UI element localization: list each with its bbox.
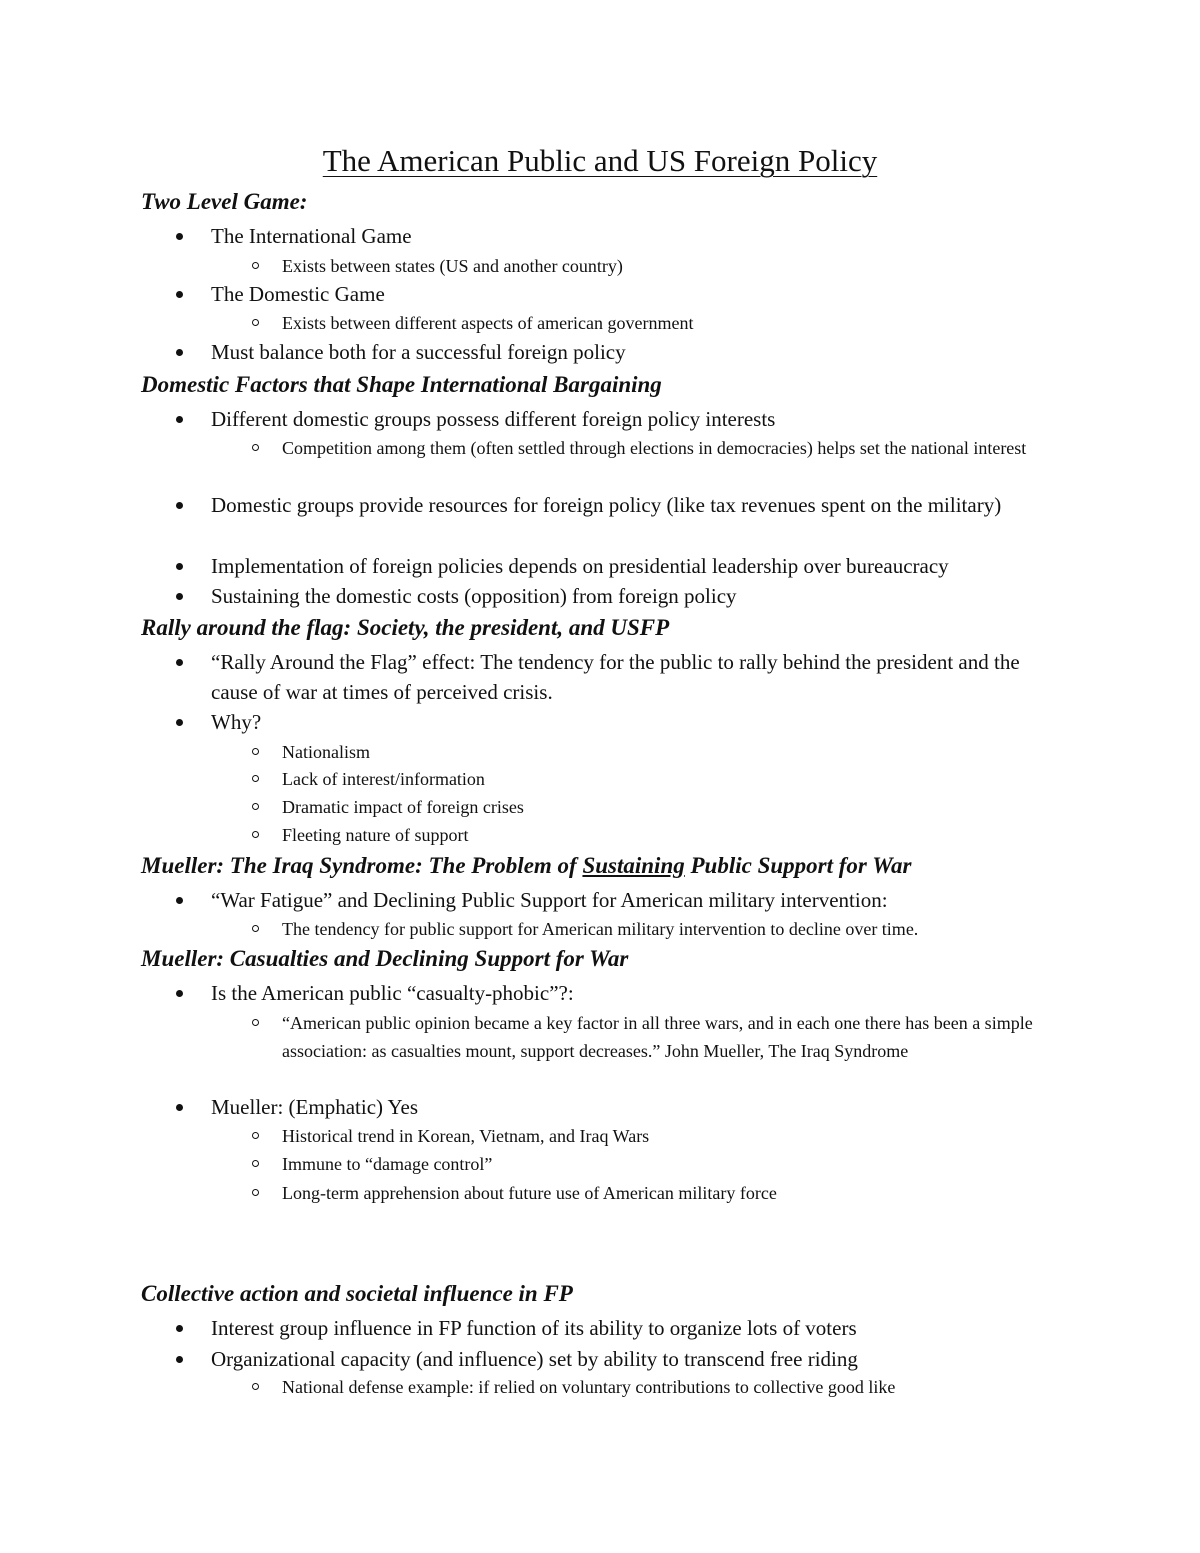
sub-bullet-item: “American public opinion became a key factor in all three wars, and in each one there has been a simple association: as casualties mount, support decreases.” John Mueller, The Iraq Syndrome — [282, 1009, 1042, 1065]
bullet-item: Implementation of foreign policies depends on presidential leadership over bureaucracy — [211, 551, 1041, 581]
section-heading-iraq-syndrome — [141, 851, 911, 881]
bullet-item: Mueller: (Emphatic) Yes — [211, 1092, 1041, 1122]
heading-emphasis-text: Sustaining — [582, 853, 685, 878]
bullet-item: Why? — [211, 707, 1041, 737]
sub-bullet-item: Exists between states (US and another country) — [282, 252, 1042, 280]
bullet-item: Different domestic groups possess different foreign policy interests — [211, 404, 1041, 434]
bullet-item: The International Game — [211, 221, 1041, 251]
section-heading-two-level-game: Two Level Game: — [141, 189, 308, 214]
section-heading-domestic-factors: Domestic Factors that Shape International Bargaining — [141, 372, 662, 397]
sub-bullet-item: The tendency for public support for American military intervention to decline over time. — [282, 915, 1042, 943]
bullet-item: Interest group influence in FP function of its ability to organize lots of voters — [211, 1313, 1041, 1343]
section-heading-casualties: Mueller: Casualties and Declining Support for War — [141, 946, 629, 971]
heading-text: Mueller: The Iraq Syndrome: The Problem of — [141, 853, 583, 878]
section-heading-collective-action: Collective action and societal influence in FP — [141, 1281, 573, 1306]
sub-bullet-item: Exists between different aspects of american government — [282, 309, 1042, 337]
bullet-item: “Rally Around the Flag” effect: The tendency for the public to rally behind the president and the cause of war at times of perceived crisis. — [211, 647, 1041, 707]
sub-bullet-item: Lack of interest/information — [282, 765, 1042, 793]
sub-bullet-item: National defense example: if relied on voluntary contributions to collective good like — [282, 1373, 1042, 1401]
page-title: The American Public and US Foreign Policy — [322, 143, 878, 178]
sub-bullet-item: Nationalism — [282, 738, 1042, 766]
sub-bullet-item: Dramatic impact of foreign crises — [282, 793, 1042, 821]
sub-bullet-item: Long-term apprehension about future use of American military force — [282, 1179, 1042, 1207]
heading-text: Public Support for War — [684, 853, 912, 878]
bullet-item: Must balance both for a successful foreign policy — [211, 337, 1041, 367]
bullet-item: Domestic groups provide resources for foreign policy (like tax revenues spent on the military) — [211, 490, 1041, 520]
bullet-item: Sustaining the domestic costs (opposition) from foreign policy — [211, 581, 1041, 611]
sub-bullet-item: Immune to “damage control” — [282, 1150, 1042, 1178]
section-heading-rally-around-flag: Rally around the flag: Society, the president, and USFP — [141, 615, 670, 640]
sub-bullet-item: Fleeting nature of support — [282, 821, 1042, 849]
bullet-item: Is the American public “casualty-phobic”?: — [211, 978, 1041, 1008]
bullet-item: The Domestic Game — [211, 279, 1041, 309]
sub-bullet-item: Historical trend in Korean, Vietnam, and Iraq Wars — [282, 1122, 1042, 1150]
bullet-item: Organizational capacity (and influence) set by ability to transcend free riding — [211, 1344, 1041, 1374]
bullet-item: “War Fatigue” and Declining Public Support for American military intervention: — [211, 885, 1041, 915]
sub-bullet-item: Competition among them (often settled through elections in democracies) helps set the national interest — [282, 434, 1042, 462]
